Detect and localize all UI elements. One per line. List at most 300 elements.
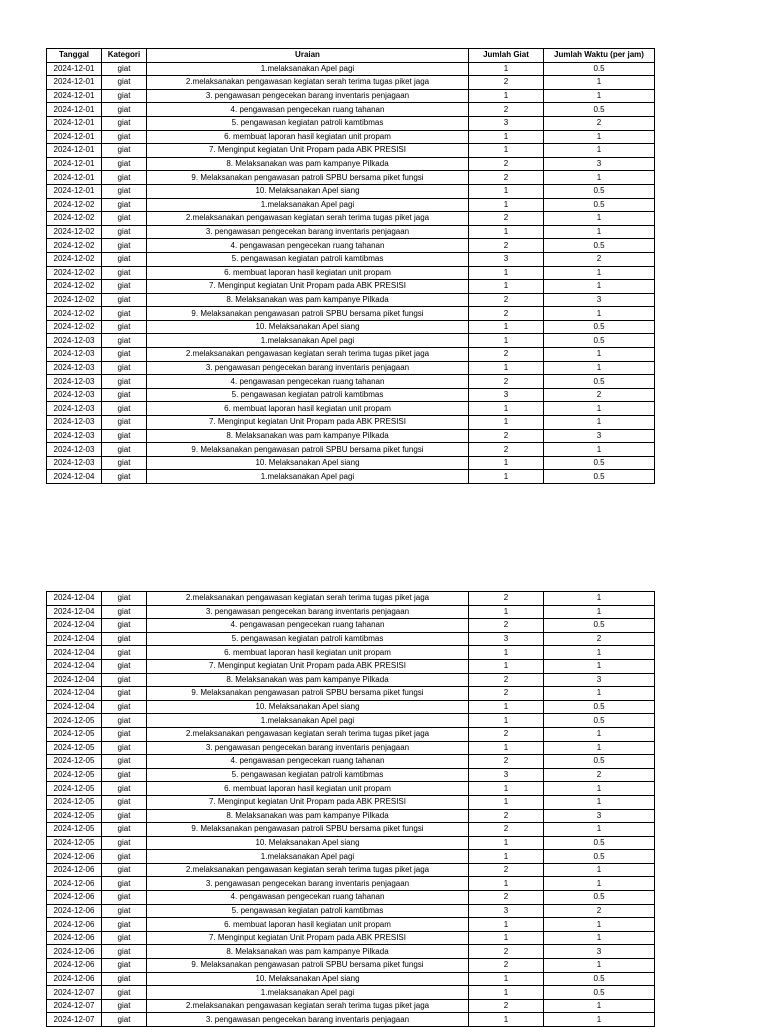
date-cell: 2024-12-04 xyxy=(47,700,102,714)
jumlah-giat-cell: 2 xyxy=(469,891,544,905)
date-cell: 2024-12-06 xyxy=(47,850,102,864)
date-cell: 2024-12-05 xyxy=(47,795,102,809)
jumlah-giat-cell: 2 xyxy=(469,212,544,226)
category-cell: giat xyxy=(102,646,147,660)
uraian-cell: 7. Menginput kegiatan Unit Propam pada ABK PRESISI xyxy=(147,280,469,294)
date-cell: 2024-12-06 xyxy=(47,931,102,945)
activity-table-page-2 xyxy=(46,591,655,1027)
header-uraian: Uraian xyxy=(147,49,469,63)
uraian-cell: 5. pengawasan kegiatan patroli kamtibmas xyxy=(147,768,469,782)
uraian-cell: 9. Melaksanakan pengawasan patroli SPBU bersama piket fungsi xyxy=(147,307,469,321)
jumlah-waktu-cell: 3 xyxy=(544,157,655,171)
date-cell: 2024-12-02 xyxy=(47,198,102,212)
jumlah-giat-cell: 2 xyxy=(469,809,544,823)
date-cell: 2024-12-05 xyxy=(47,755,102,769)
table-row xyxy=(47,999,655,1013)
date-cell: 2024-12-06 xyxy=(47,904,102,918)
jumlah-giat-cell: 1 xyxy=(469,470,544,484)
table-row xyxy=(47,429,655,443)
table-row xyxy=(47,416,655,430)
date-cell: 2024-12-02 xyxy=(47,225,102,239)
category-cell: giat xyxy=(102,945,147,959)
table-row xyxy=(47,755,655,769)
date-cell: 2024-12-04 xyxy=(47,592,102,606)
uraian-cell: 4. pengawasan pengecekan ruang tahanan xyxy=(147,619,469,633)
category-cell: giat xyxy=(102,293,147,307)
table-row xyxy=(47,348,655,362)
uraian-cell: 3. pengawasan pengecekan barang inventaris penjagaan xyxy=(147,741,469,755)
jumlah-waktu-cell: 1 xyxy=(544,280,655,294)
date-cell: 2024-12-06 xyxy=(47,972,102,986)
jumlah-giat-cell: 1 xyxy=(469,1013,544,1027)
table-row xyxy=(47,659,655,673)
category-cell: giat xyxy=(102,823,147,837)
category-cell: giat xyxy=(102,62,147,76)
jumlah-waktu-cell: 0.5 xyxy=(544,986,655,1000)
table-row xyxy=(47,388,655,402)
category-cell: giat xyxy=(102,904,147,918)
uraian-cell: 2.melaksanakan pengawasan kegiatan serah terima tugas piket jaga xyxy=(147,863,469,877)
date-cell: 2024-12-02 xyxy=(47,252,102,266)
jumlah-waktu-cell: 0.5 xyxy=(544,836,655,850)
date-cell: 2024-12-01 xyxy=(47,157,102,171)
category-cell: giat xyxy=(102,727,147,741)
date-cell: 2024-12-07 xyxy=(47,986,102,1000)
uraian-cell: 10. Melaksanakan Apel siang xyxy=(147,320,469,334)
table-row xyxy=(47,673,655,687)
jumlah-waktu-cell: 0.5 xyxy=(544,972,655,986)
jumlah-giat-cell: 1 xyxy=(469,700,544,714)
jumlah-waktu-cell: 1 xyxy=(544,918,655,932)
category-cell: giat xyxy=(102,592,147,606)
jumlah-waktu-cell: 1 xyxy=(544,863,655,877)
jumlah-giat-cell: 2 xyxy=(469,727,544,741)
date-cell: 2024-12-03 xyxy=(47,361,102,375)
table-row xyxy=(47,687,655,701)
category-cell: giat xyxy=(102,809,147,823)
jumlah-waktu-cell: 0.5 xyxy=(544,850,655,864)
jumlah-giat-cell: 1 xyxy=(469,62,544,76)
table-row xyxy=(47,646,655,660)
category-cell: giat xyxy=(102,768,147,782)
table-row xyxy=(47,619,655,633)
date-cell: 2024-12-06 xyxy=(47,918,102,932)
jumlah-waktu-cell: 0.5 xyxy=(544,891,655,905)
jumlah-giat-cell: 1 xyxy=(469,646,544,660)
uraian-cell: 8. Melaksanakan was pam kampanye Pilkada xyxy=(147,293,469,307)
category-cell: giat xyxy=(102,429,147,443)
jumlah-giat-cell: 2 xyxy=(469,157,544,171)
table-row xyxy=(47,727,655,741)
date-cell: 2024-12-02 xyxy=(47,266,102,280)
date-cell: 2024-12-01 xyxy=(47,130,102,144)
table-body xyxy=(47,62,655,483)
uraian-cell: 1.melaksanakan Apel pagi xyxy=(147,850,469,864)
jumlah-giat-cell: 2 xyxy=(469,293,544,307)
table-header xyxy=(47,49,655,63)
jumlah-waktu-cell: 1 xyxy=(544,1013,655,1027)
date-cell: 2024-12-03 xyxy=(47,402,102,416)
date-cell: 2024-12-06 xyxy=(47,863,102,877)
category-cell: giat xyxy=(102,144,147,158)
table-row xyxy=(47,402,655,416)
jumlah-giat-cell: 3 xyxy=(469,116,544,130)
jumlah-giat-cell: 2 xyxy=(469,959,544,973)
uraian-cell: 7. Menginput kegiatan Unit Propam pada ABK PRESISI xyxy=(147,931,469,945)
category-cell: giat xyxy=(102,714,147,728)
category-cell: giat xyxy=(102,795,147,809)
table-row xyxy=(47,986,655,1000)
uraian-cell: 5. pengawasan kegiatan patroli kamtibmas xyxy=(147,252,469,266)
table-row xyxy=(47,714,655,728)
date-cell: 2024-12-04 xyxy=(47,619,102,633)
date-cell: 2024-12-05 xyxy=(47,809,102,823)
jumlah-giat-cell: 1 xyxy=(469,402,544,416)
category-cell: giat xyxy=(102,931,147,945)
jumlah-giat-cell: 2 xyxy=(469,592,544,606)
uraian-cell: 5. pengawasan kegiatan patroli kamtibmas xyxy=(147,904,469,918)
uraian-cell: 9. Melaksanakan pengawasan patroli SPBU bersama piket fungsi xyxy=(147,687,469,701)
jumlah-giat-cell: 1 xyxy=(469,225,544,239)
jumlah-waktu-cell: 1 xyxy=(544,727,655,741)
date-cell: 2024-12-02 xyxy=(47,280,102,294)
header-row xyxy=(47,49,655,63)
jumlah-waktu-cell: 1 xyxy=(544,266,655,280)
jumlah-waktu-cell: 1 xyxy=(544,144,655,158)
table-row xyxy=(47,891,655,905)
jumlah-waktu-cell: 0.5 xyxy=(544,375,655,389)
table-row xyxy=(47,443,655,457)
table-row xyxy=(47,293,655,307)
date-cell: 2024-12-01 xyxy=(47,89,102,103)
jumlah-giat-cell: 1 xyxy=(469,198,544,212)
jumlah-waktu-cell: 0.5 xyxy=(544,334,655,348)
table-row xyxy=(47,307,655,321)
category-cell: giat xyxy=(102,632,147,646)
uraian-cell: 4. pengawasan pengecekan ruang tahanan xyxy=(147,103,469,117)
table-row xyxy=(47,89,655,103)
jumlah-waktu-cell: 2 xyxy=(544,388,655,402)
table-row xyxy=(47,741,655,755)
date-cell: 2024-12-04 xyxy=(47,605,102,619)
date-cell: 2024-12-06 xyxy=(47,959,102,973)
uraian-cell: 3. pengawasan pengecekan barang inventaris penjagaan xyxy=(147,361,469,375)
table-row xyxy=(47,918,655,932)
jumlah-giat-cell: 1 xyxy=(469,184,544,198)
jumlah-giat-cell: 1 xyxy=(469,714,544,728)
date-cell: 2024-12-04 xyxy=(47,687,102,701)
table-row xyxy=(47,76,655,90)
category-cell: giat xyxy=(102,755,147,769)
category-cell: giat xyxy=(102,836,147,850)
jumlah-waktu-cell: 0.5 xyxy=(544,714,655,728)
category-cell: giat xyxy=(102,171,147,185)
jumlah-giat-cell: 2 xyxy=(469,945,544,959)
category-cell: giat xyxy=(102,999,147,1013)
table-row xyxy=(47,972,655,986)
table-row xyxy=(47,605,655,619)
uraian-cell: 8. Melaksanakan was pam kampanye Pilkada xyxy=(147,673,469,687)
category-cell: giat xyxy=(102,416,147,430)
category-cell: giat xyxy=(102,700,147,714)
jumlah-giat-cell: 2 xyxy=(469,429,544,443)
date-cell: 2024-12-03 xyxy=(47,456,102,470)
date-cell: 2024-12-01 xyxy=(47,62,102,76)
date-cell: 2024-12-02 xyxy=(47,212,102,226)
date-cell: 2024-12-05 xyxy=(47,782,102,796)
table-row xyxy=(47,456,655,470)
category-cell: giat xyxy=(102,918,147,932)
date-cell: 2024-12-01 xyxy=(47,144,102,158)
category-cell: giat xyxy=(102,741,147,755)
date-cell: 2024-12-07 xyxy=(47,999,102,1013)
date-cell: 2024-12-01 xyxy=(47,171,102,185)
jumlah-waktu-cell: 0.5 xyxy=(544,198,655,212)
jumlah-giat-cell: 2 xyxy=(469,673,544,687)
jumlah-giat-cell: 2 xyxy=(469,171,544,185)
table-row xyxy=(47,959,655,973)
header-jumlah-waktu: Jumlah Waktu (per jam) xyxy=(544,49,655,63)
category-cell: giat xyxy=(102,972,147,986)
jumlah-giat-cell: 1 xyxy=(469,782,544,796)
category-cell: giat xyxy=(102,103,147,117)
uraian-cell: 6. membuat laporan hasil kegiatan unit propam xyxy=(147,266,469,280)
table-row xyxy=(47,863,655,877)
category-cell: giat xyxy=(102,959,147,973)
table-row xyxy=(47,157,655,171)
uraian-cell: 4. pengawasan pengecekan ruang tahanan xyxy=(147,239,469,253)
uraian-cell: 6. membuat laporan hasil kegiatan unit propam xyxy=(147,918,469,932)
uraian-cell: 10. Melaksanakan Apel siang xyxy=(147,836,469,850)
date-cell: 2024-12-04 xyxy=(47,659,102,673)
jumlah-waktu-cell: 1 xyxy=(544,225,655,239)
category-cell: giat xyxy=(102,198,147,212)
uraian-cell: 7. Menginput kegiatan Unit Propam pada ABK PRESISI xyxy=(147,416,469,430)
uraian-cell: 3. pengawasan pengecekan barang inventaris penjagaan xyxy=(147,89,469,103)
jumlah-waktu-cell: 1 xyxy=(544,130,655,144)
date-cell: 2024-12-06 xyxy=(47,891,102,905)
jumlah-waktu-cell: 1 xyxy=(544,171,655,185)
jumlah-giat-cell: 1 xyxy=(469,931,544,945)
uraian-cell: 5. pengawasan kegiatan patroli kamtibmas xyxy=(147,632,469,646)
category-cell: giat xyxy=(102,619,147,633)
jumlah-waktu-cell: 3 xyxy=(544,945,655,959)
category-cell: giat xyxy=(102,280,147,294)
jumlah-giat-cell: 1 xyxy=(469,144,544,158)
date-cell: 2024-12-03 xyxy=(47,443,102,457)
table-row xyxy=(47,700,655,714)
date-cell: 2024-12-05 xyxy=(47,836,102,850)
jumlah-giat-cell: 2 xyxy=(469,619,544,633)
jumlah-giat-cell: 3 xyxy=(469,904,544,918)
category-cell: giat xyxy=(102,89,147,103)
table-row xyxy=(47,1013,655,1027)
category-cell: giat xyxy=(102,1013,147,1027)
jumlah-giat-cell: 1 xyxy=(469,361,544,375)
category-cell: giat xyxy=(102,388,147,402)
uraian-cell: 5. pengawasan kegiatan patroli kamtibmas xyxy=(147,116,469,130)
jumlah-giat-cell: 1 xyxy=(469,266,544,280)
jumlah-giat-cell: 2 xyxy=(469,348,544,362)
uraian-cell: 3. pengawasan pengecekan barang inventaris penjagaan xyxy=(147,605,469,619)
date-cell: 2024-12-05 xyxy=(47,823,102,837)
date-cell: 2024-12-04 xyxy=(47,470,102,484)
category-cell: giat xyxy=(102,782,147,796)
jumlah-giat-cell: 1 xyxy=(469,605,544,619)
category-cell: giat xyxy=(102,470,147,484)
jumlah-waktu-cell: 1 xyxy=(544,659,655,673)
date-cell: 2024-12-05 xyxy=(47,768,102,782)
table-row xyxy=(47,768,655,782)
jumlah-waktu-cell: 3 xyxy=(544,293,655,307)
jumlah-giat-cell: 3 xyxy=(469,632,544,646)
uraian-cell: 2.melaksanakan pengawasan kegiatan serah terima tugas piket jaga xyxy=(147,76,469,90)
uraian-cell: 10. Melaksanakan Apel siang xyxy=(147,972,469,986)
category-cell: giat xyxy=(102,212,147,226)
date-cell: 2024-12-03 xyxy=(47,429,102,443)
category-cell: giat xyxy=(102,687,147,701)
table-row xyxy=(47,239,655,253)
jumlah-waktu-cell: 0.5 xyxy=(544,62,655,76)
jumlah-waktu-cell: 1 xyxy=(544,999,655,1013)
header-kategori: Kategori xyxy=(102,49,147,63)
jumlah-waktu-cell: 2 xyxy=(544,904,655,918)
uraian-cell: 2.melaksanakan pengawasan kegiatan serah terima tugas piket jaga xyxy=(147,999,469,1013)
jumlah-waktu-cell: 0.5 xyxy=(544,239,655,253)
jumlah-waktu-cell: 1 xyxy=(544,931,655,945)
category-cell: giat xyxy=(102,891,147,905)
category-cell: giat xyxy=(102,266,147,280)
uraian-cell: 9. Melaksanakan pengawasan patroli SPBU bersama piket fungsi xyxy=(147,823,469,837)
uraian-cell: 8. Melaksanakan was pam kampanye Pilkada xyxy=(147,157,469,171)
jumlah-giat-cell: 2 xyxy=(469,103,544,117)
date-cell: 2024-12-03 xyxy=(47,348,102,362)
jumlah-waktu-cell: 2 xyxy=(544,252,655,266)
jumlah-waktu-cell: 0.5 xyxy=(544,700,655,714)
category-cell: giat xyxy=(102,375,147,389)
category-cell: giat xyxy=(102,605,147,619)
category-cell: giat xyxy=(102,130,147,144)
uraian-cell: 1.melaksanakan Apel pagi xyxy=(147,986,469,1000)
uraian-cell: 2.melaksanakan pengawasan kegiatan serah terima tugas piket jaga xyxy=(147,348,469,362)
jumlah-giat-cell: 1 xyxy=(469,456,544,470)
category-cell: giat xyxy=(102,863,147,877)
date-cell: 2024-12-07 xyxy=(47,1013,102,1027)
uraian-cell: 6. membuat laporan hasil kegiatan unit propam xyxy=(147,402,469,416)
uraian-cell: 6. membuat laporan hasil kegiatan unit propam xyxy=(147,646,469,660)
table-row xyxy=(47,266,655,280)
jumlah-giat-cell: 2 xyxy=(469,823,544,837)
date-cell: 2024-12-04 xyxy=(47,646,102,660)
jumlah-giat-cell: 1 xyxy=(469,836,544,850)
jumlah-waktu-cell: 1 xyxy=(544,89,655,103)
table-row xyxy=(47,320,655,334)
jumlah-giat-cell: 2 xyxy=(469,307,544,321)
jumlah-giat-cell: 1 xyxy=(469,89,544,103)
table-row xyxy=(47,171,655,185)
table-row xyxy=(47,375,655,389)
jumlah-waktu-cell: 0.5 xyxy=(544,184,655,198)
date-cell: 2024-12-05 xyxy=(47,714,102,728)
jumlah-waktu-cell: 1 xyxy=(544,687,655,701)
table-row xyxy=(47,62,655,76)
jumlah-giat-cell: 3 xyxy=(469,768,544,782)
jumlah-giat-cell: 1 xyxy=(469,659,544,673)
jumlah-waktu-cell: 1 xyxy=(544,307,655,321)
uraian-cell: 6. membuat laporan hasil kegiatan unit propam xyxy=(147,782,469,796)
jumlah-giat-cell: 1 xyxy=(469,850,544,864)
uraian-cell: 7. Menginput kegiatan Unit Propam pada ABK PRESISI xyxy=(147,659,469,673)
jumlah-waktu-cell: 0.5 xyxy=(544,320,655,334)
category-cell: giat xyxy=(102,239,147,253)
category-cell: giat xyxy=(102,986,147,1000)
date-cell: 2024-12-03 xyxy=(47,388,102,402)
table-row xyxy=(47,592,655,606)
table-row xyxy=(47,850,655,864)
jumlah-waktu-cell: 1 xyxy=(544,646,655,660)
jumlah-giat-cell: 1 xyxy=(469,334,544,348)
jumlah-waktu-cell: 2 xyxy=(544,116,655,130)
jumlah-giat-cell: 2 xyxy=(469,999,544,1013)
jumlah-waktu-cell: 3 xyxy=(544,429,655,443)
date-cell: 2024-12-04 xyxy=(47,673,102,687)
category-cell: giat xyxy=(102,443,147,457)
uraian-cell: 7. Menginput kegiatan Unit Propam pada ABK PRESISI xyxy=(147,795,469,809)
category-cell: giat xyxy=(102,673,147,687)
uraian-cell: 2.melaksanakan pengawasan kegiatan serah terima tugas piket jaga xyxy=(147,727,469,741)
jumlah-giat-cell: 3 xyxy=(469,252,544,266)
uraian-cell: 3. pengawasan pengecekan barang inventaris penjagaan xyxy=(147,225,469,239)
jumlah-giat-cell: 1 xyxy=(469,416,544,430)
table-row xyxy=(47,809,655,823)
jumlah-giat-cell: 1 xyxy=(469,320,544,334)
jumlah-waktu-cell: 1 xyxy=(544,361,655,375)
jumlah-waktu-cell: 1 xyxy=(544,959,655,973)
table-row xyxy=(47,252,655,266)
date-cell: 2024-12-01 xyxy=(47,116,102,130)
jumlah-giat-cell: 2 xyxy=(469,375,544,389)
date-cell: 2024-12-01 xyxy=(47,184,102,198)
uraian-cell: 1.melaksanakan Apel pagi xyxy=(147,62,469,76)
uraian-cell: 3. pengawasan pengecekan barang inventaris penjagaan xyxy=(147,1013,469,1027)
category-cell: giat xyxy=(102,850,147,864)
jumlah-waktu-cell: 1 xyxy=(544,782,655,796)
table-row xyxy=(47,103,655,117)
jumlah-waktu-cell: 1 xyxy=(544,823,655,837)
table-row xyxy=(47,130,655,144)
jumlah-waktu-cell: 1 xyxy=(544,402,655,416)
uraian-cell: 4. pengawasan pengecekan ruang tahanan xyxy=(147,375,469,389)
uraian-cell: 9. Melaksanakan pengawasan patroli SPBU bersama piket fungsi xyxy=(147,171,469,185)
jumlah-waktu-cell: 2 xyxy=(544,632,655,646)
header-jumlah-giat: Jumlah Giat xyxy=(469,49,544,63)
table-row xyxy=(47,877,655,891)
jumlah-waktu-cell: 1 xyxy=(544,76,655,90)
date-cell: 2024-12-03 xyxy=(47,334,102,348)
category-cell: giat xyxy=(102,659,147,673)
jumlah-giat-cell: 2 xyxy=(469,76,544,90)
jumlah-giat-cell: 1 xyxy=(469,877,544,891)
date-cell: 2024-12-04 xyxy=(47,632,102,646)
category-cell: giat xyxy=(102,877,147,891)
table-body xyxy=(47,592,655,1027)
jumlah-giat-cell: 2 xyxy=(469,755,544,769)
jumlah-giat-cell: 1 xyxy=(469,741,544,755)
table-row xyxy=(47,931,655,945)
uraian-cell: 4. pengawasan pengecekan ruang tahanan xyxy=(147,891,469,905)
uraian-cell: 6. membuat laporan hasil kegiatan unit propam xyxy=(147,130,469,144)
jumlah-giat-cell: 1 xyxy=(469,795,544,809)
